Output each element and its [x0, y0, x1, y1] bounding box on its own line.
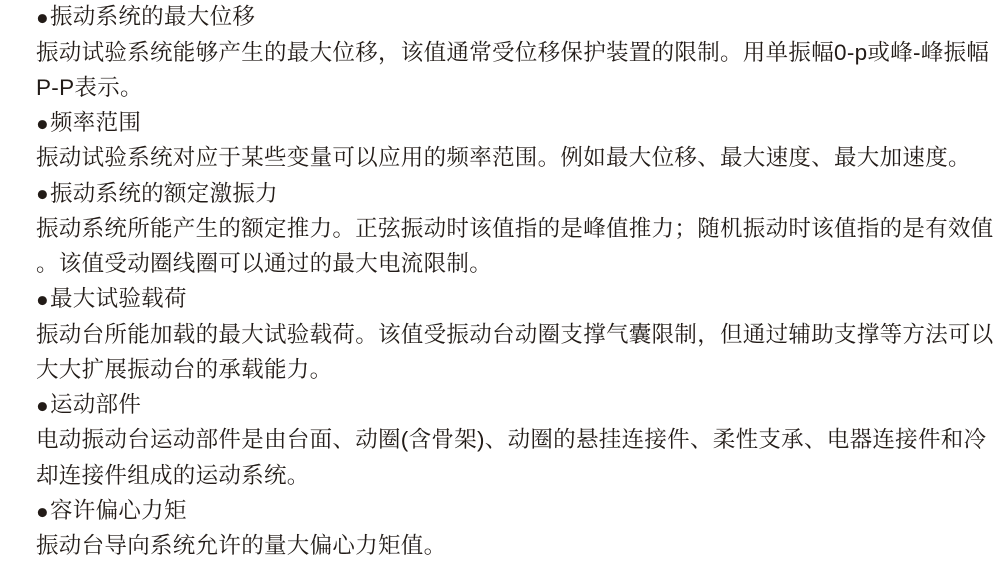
section-heading: [36, 176, 994, 211]
section-heading-text: 容许偏心力矩: [49, 497, 187, 523]
section-heading-text: 振动系统的额定激振力: [49, 180, 278, 206]
bullet-icon: ●: [36, 182, 49, 206]
section-max-test-load: [36, 282, 994, 388]
section-heading: [36, 106, 994, 141]
bullet-icon: ●: [36, 112, 49, 136]
section-heading: [36, 494, 994, 529]
section-moving-parts: [36, 388, 994, 494]
body-text-line: 振动试验系统对应于某些变量可以应用的频率范围。例如最大位移、最大速度、最大加速度。: [36, 145, 971, 171]
section-heading: [36, 282, 994, 317]
bullet-icon: ●: [36, 6, 49, 30]
section-heading-text: 频率范围: [49, 110, 142, 136]
section-frequency-range: [36, 106, 994, 177]
bullet-icon: ●: [36, 394, 49, 418]
body-text-line: 电动振动台运动部件是由台面、动圈(含骨架)、动圈的悬挂连接件、柔性支承、电器连接件和冷: [36, 427, 987, 453]
body-text-line: 振动试验系统能够产生的最大位移，该值通常受位移保护装置的限制。用单振幅0-p或峰-峰振幅: [36, 39, 990, 65]
body-text-line: 振动台导向系统允许的量大偏心力矩值。: [36, 533, 447, 559]
section-max-displacement: [36, 0, 994, 106]
section-allowable-eccentric-moment: [36, 494, 994, 564]
body-text-line: 。该值受动圈线圈可以通过的最大电流限制。: [36, 251, 493, 277]
body-text-line: 振动台所能加载的最大试验载荷。该值受振动台动圈支撑气囊限制，但通过辅助支撑等方法可以: [36, 321, 994, 347]
body-text-line: 振动系统所能产生的额定推力。正弦振动时该值指的是峰值推力；随机振动时该值指的是有效值: [36, 215, 994, 241]
section-rated-excitation-force: [36, 176, 994, 282]
section-heading-text: 最大试验载荷: [49, 286, 187, 312]
body-text-line: P-P表示。: [36, 74, 143, 100]
body-text-line: 却连接件组成的运动系统。: [36, 462, 310, 488]
body-text-line: 大大扩展振动台的承载能力。: [36, 356, 333, 382]
bullet-icon: ●: [36, 500, 49, 524]
section-heading-text: 振动系统的最大位移: [49, 4, 256, 30]
bullet-icon: ●: [36, 288, 49, 312]
section-heading-text: 运动部件: [49, 392, 142, 418]
section-heading: [36, 0, 994, 35]
section-heading: [36, 388, 994, 423]
